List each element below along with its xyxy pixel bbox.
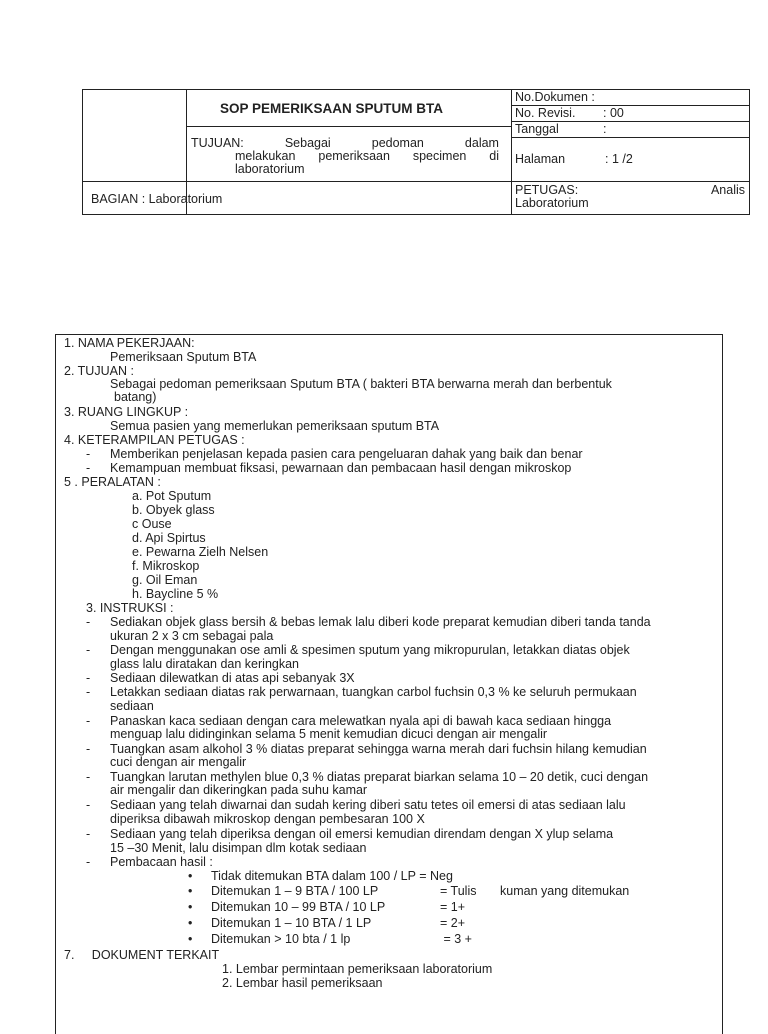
list-item: a. Pot Sputum: [132, 489, 212, 503]
instruction-line: Sediaan yang telah diwarnai dan sudah kering diberi satu tetes oil emersi di atas sediaan lalu: [110, 798, 626, 812]
result-text: Ditemukan 10 – 99 BTA / 10 LP: [211, 900, 386, 914]
instruction-line: Pembacaan hasil :: [110, 855, 213, 869]
section-title: 3. RUANG LINGKUP :: [64, 405, 189, 419]
list-dash: -: [86, 742, 91, 756]
instruction-line: sediaan: [110, 699, 154, 713]
result-value: = Tulis: [440, 884, 477, 898]
section-text: Sebagai pedoman pemeriksaan Sputum BTA ( bakteri BTA berwarna merah dan berbentuk: [110, 377, 612, 391]
bagian-label: BAGIAN : Laboratorium: [91, 192, 223, 206]
list-item: 2. Lembar hasil pemeriksaan: [222, 976, 383, 990]
instruction-line: diperiksa dibawah mikroskop dengan pembesaran 100 X: [110, 812, 425, 826]
bullet-icon: •: [188, 932, 193, 946]
list-dash: -: [86, 855, 91, 869]
list-item: 1. Lembar permintaan pemeriksaan laboratorium: [222, 962, 493, 976]
section-text: Pemeriksaan Sputum BTA: [110, 350, 257, 364]
petugas-block: [515, 184, 745, 210]
instruction-line: Sediakan objek glass bersih & bebas lemak lalu diberi kode preparat kemudian diberi tanda tanda: [110, 615, 651, 629]
section-title: 2. TUJUAN :: [64, 364, 134, 378]
sop-header-table: [82, 89, 750, 215]
list-dash: -: [86, 827, 91, 841]
section-title: 1. NAMA PEKERJAAN:: [64, 336, 195, 350]
section-text: Semua pasien yang memerlukan pemeriksaan sputum BTA: [110, 419, 440, 433]
tujuan-label: TUJUAN:: [191, 136, 244, 150]
header-divider: [83, 181, 749, 182]
result-text: Ditemukan 1 – 10 BTA / 1 LP: [211, 916, 372, 930]
list-item: Memberikan penjelasan kepada pasien cara pengeluaran dahak yang baik dan benar: [110, 447, 583, 461]
tanggal-value: :: [603, 122, 607, 136]
instruction-line: air mengalir dan dikeringkan pada suhu kamar: [110, 783, 368, 797]
header-divider: [511, 137, 749, 138]
section-title: 4. KETERAMPILAN PETUGAS :: [64, 433, 245, 447]
instruction-line: menguap lalu didinginkan selama 5 menit kemudian dicuci dengan air mengalir: [110, 727, 548, 741]
instruction-line: Sediaan dilewatkan di atas api sebanyak 3X: [110, 671, 355, 685]
result-text: Tidak ditemukan BTA dalam 100 / LP = Neg: [211, 869, 453, 883]
list-dash: -: [86, 461, 91, 475]
instruction-line: glass lalu diratakan dan keringkan: [110, 657, 300, 671]
tujuan-word: pedoman: [371, 136, 424, 150]
list-item: Kemampuan membuat fiksasi, pewarnaan dan pembacaan hasil dengan mikroskop: [110, 461, 572, 475]
tujuan-word: Sebagai: [284, 136, 331, 150]
list-dash: -: [86, 447, 91, 461]
no-dokumen: No.Dokumen :: [515, 90, 595, 104]
sop-body: [55, 334, 723, 1034]
petugas-word: Analis: [710, 183, 745, 197]
section-title: 3. INSTRUKSI :: [86, 601, 174, 615]
petugas-text: Laboratorium: [515, 196, 589, 210]
list-item: g. Oil Eman: [132, 573, 198, 587]
instruction-line: 15 –30 Menit, lalu disimpan dlm kotak sediaan: [110, 841, 367, 855]
halaman-label: Halaman: [515, 152, 566, 166]
list-dash: -: [86, 770, 91, 784]
tanggal-label: Tanggal: [515, 122, 559, 136]
instruction-line: Sediaan yang telah diperiksa dengan oil emersi kemudian direndam dengan X ylup selama: [110, 827, 614, 841]
instruction-line: Tuangkan asam alkohol 3 % diatas preparat sehingga warna merah dari fuchsin hilang kemudian: [110, 742, 647, 756]
bullet-icon: •: [188, 916, 193, 930]
instruction-line: Letakkan sediaan diatas rak perwarnaan, tuangkan carbol fuchsin 0,3 % ke seluruh permukaan: [110, 685, 637, 699]
section-title: 7. DOKUMENT TERKAIT: [64, 948, 220, 962]
tujuan-word: dalam: [464, 136, 499, 150]
list-dash: -: [86, 714, 91, 728]
list-item: f. Mikroskop: [132, 559, 200, 573]
instruction-line: Tuangkan larutan methylen blue 0,3 % diatas preparat biarkan selama 10 – 20 detik, cuci dengan: [110, 770, 649, 784]
section-title: 5 . PERALATAN :: [64, 475, 161, 489]
list-dash: -: [86, 798, 91, 812]
halaman-value: : 1 /2: [605, 152, 633, 166]
bullet-icon: •: [188, 869, 193, 883]
list-dash: -: [86, 643, 91, 657]
result-text: Ditemukan 1 – 9 BTA / 100 LP: [211, 884, 379, 898]
header-divider: [186, 126, 511, 127]
list-item: b. Obyek glass: [132, 503, 215, 517]
list-item: h. Baycline 5 %: [132, 587, 219, 601]
bullet-icon: •: [188, 884, 193, 898]
tujuan-text: melakukan pemeriksaan specimen di laboratorium: [235, 149, 499, 176]
result-value: = 3 +: [440, 932, 472, 946]
petugas-label: PETUGAS:: [515, 183, 579, 197]
section-text: batang): [114, 390, 157, 404]
list-item: c Ouse: [132, 517, 172, 531]
header-divider: [511, 90, 512, 214]
result-text: Ditemukan > 10 bta / 1 lp: [211, 932, 351, 946]
bullet-icon: •: [188, 900, 193, 914]
list-item: d. Api Spirtus: [132, 531, 206, 545]
instruction-line: ukuran 2 x 3 cm sebagai pala: [110, 629, 274, 643]
result-value: = 1+: [440, 900, 466, 914]
no-revisi-value: : 00: [603, 106, 624, 120]
page-title: SOP PEMERIKSAAN SPUTUM BTA: [220, 101, 444, 116]
list-dash: -: [86, 685, 91, 699]
instruction-line: Panaskan kaca sediaan dengan cara melewatkan nyala api di bawah kaca sediaan hingga: [110, 714, 612, 728]
result-value: = 2+: [440, 916, 466, 930]
result-note: kuman yang ditemukan: [500, 884, 630, 898]
list-item: e. Pewarna Zielh Nelsen: [132, 545, 269, 559]
tujuan-block: [191, 137, 499, 176]
instruction-line: Dengan menggunakan ose amli & spesimen sputum yang mikropurulan, letakkan diatas objek: [110, 643, 630, 657]
instruction-line: cuci dengan air mengalir: [110, 755, 247, 769]
list-dash: -: [86, 615, 91, 629]
no-revisi-label: No. Revisi.: [515, 106, 576, 120]
list-dash: -: [86, 671, 91, 685]
